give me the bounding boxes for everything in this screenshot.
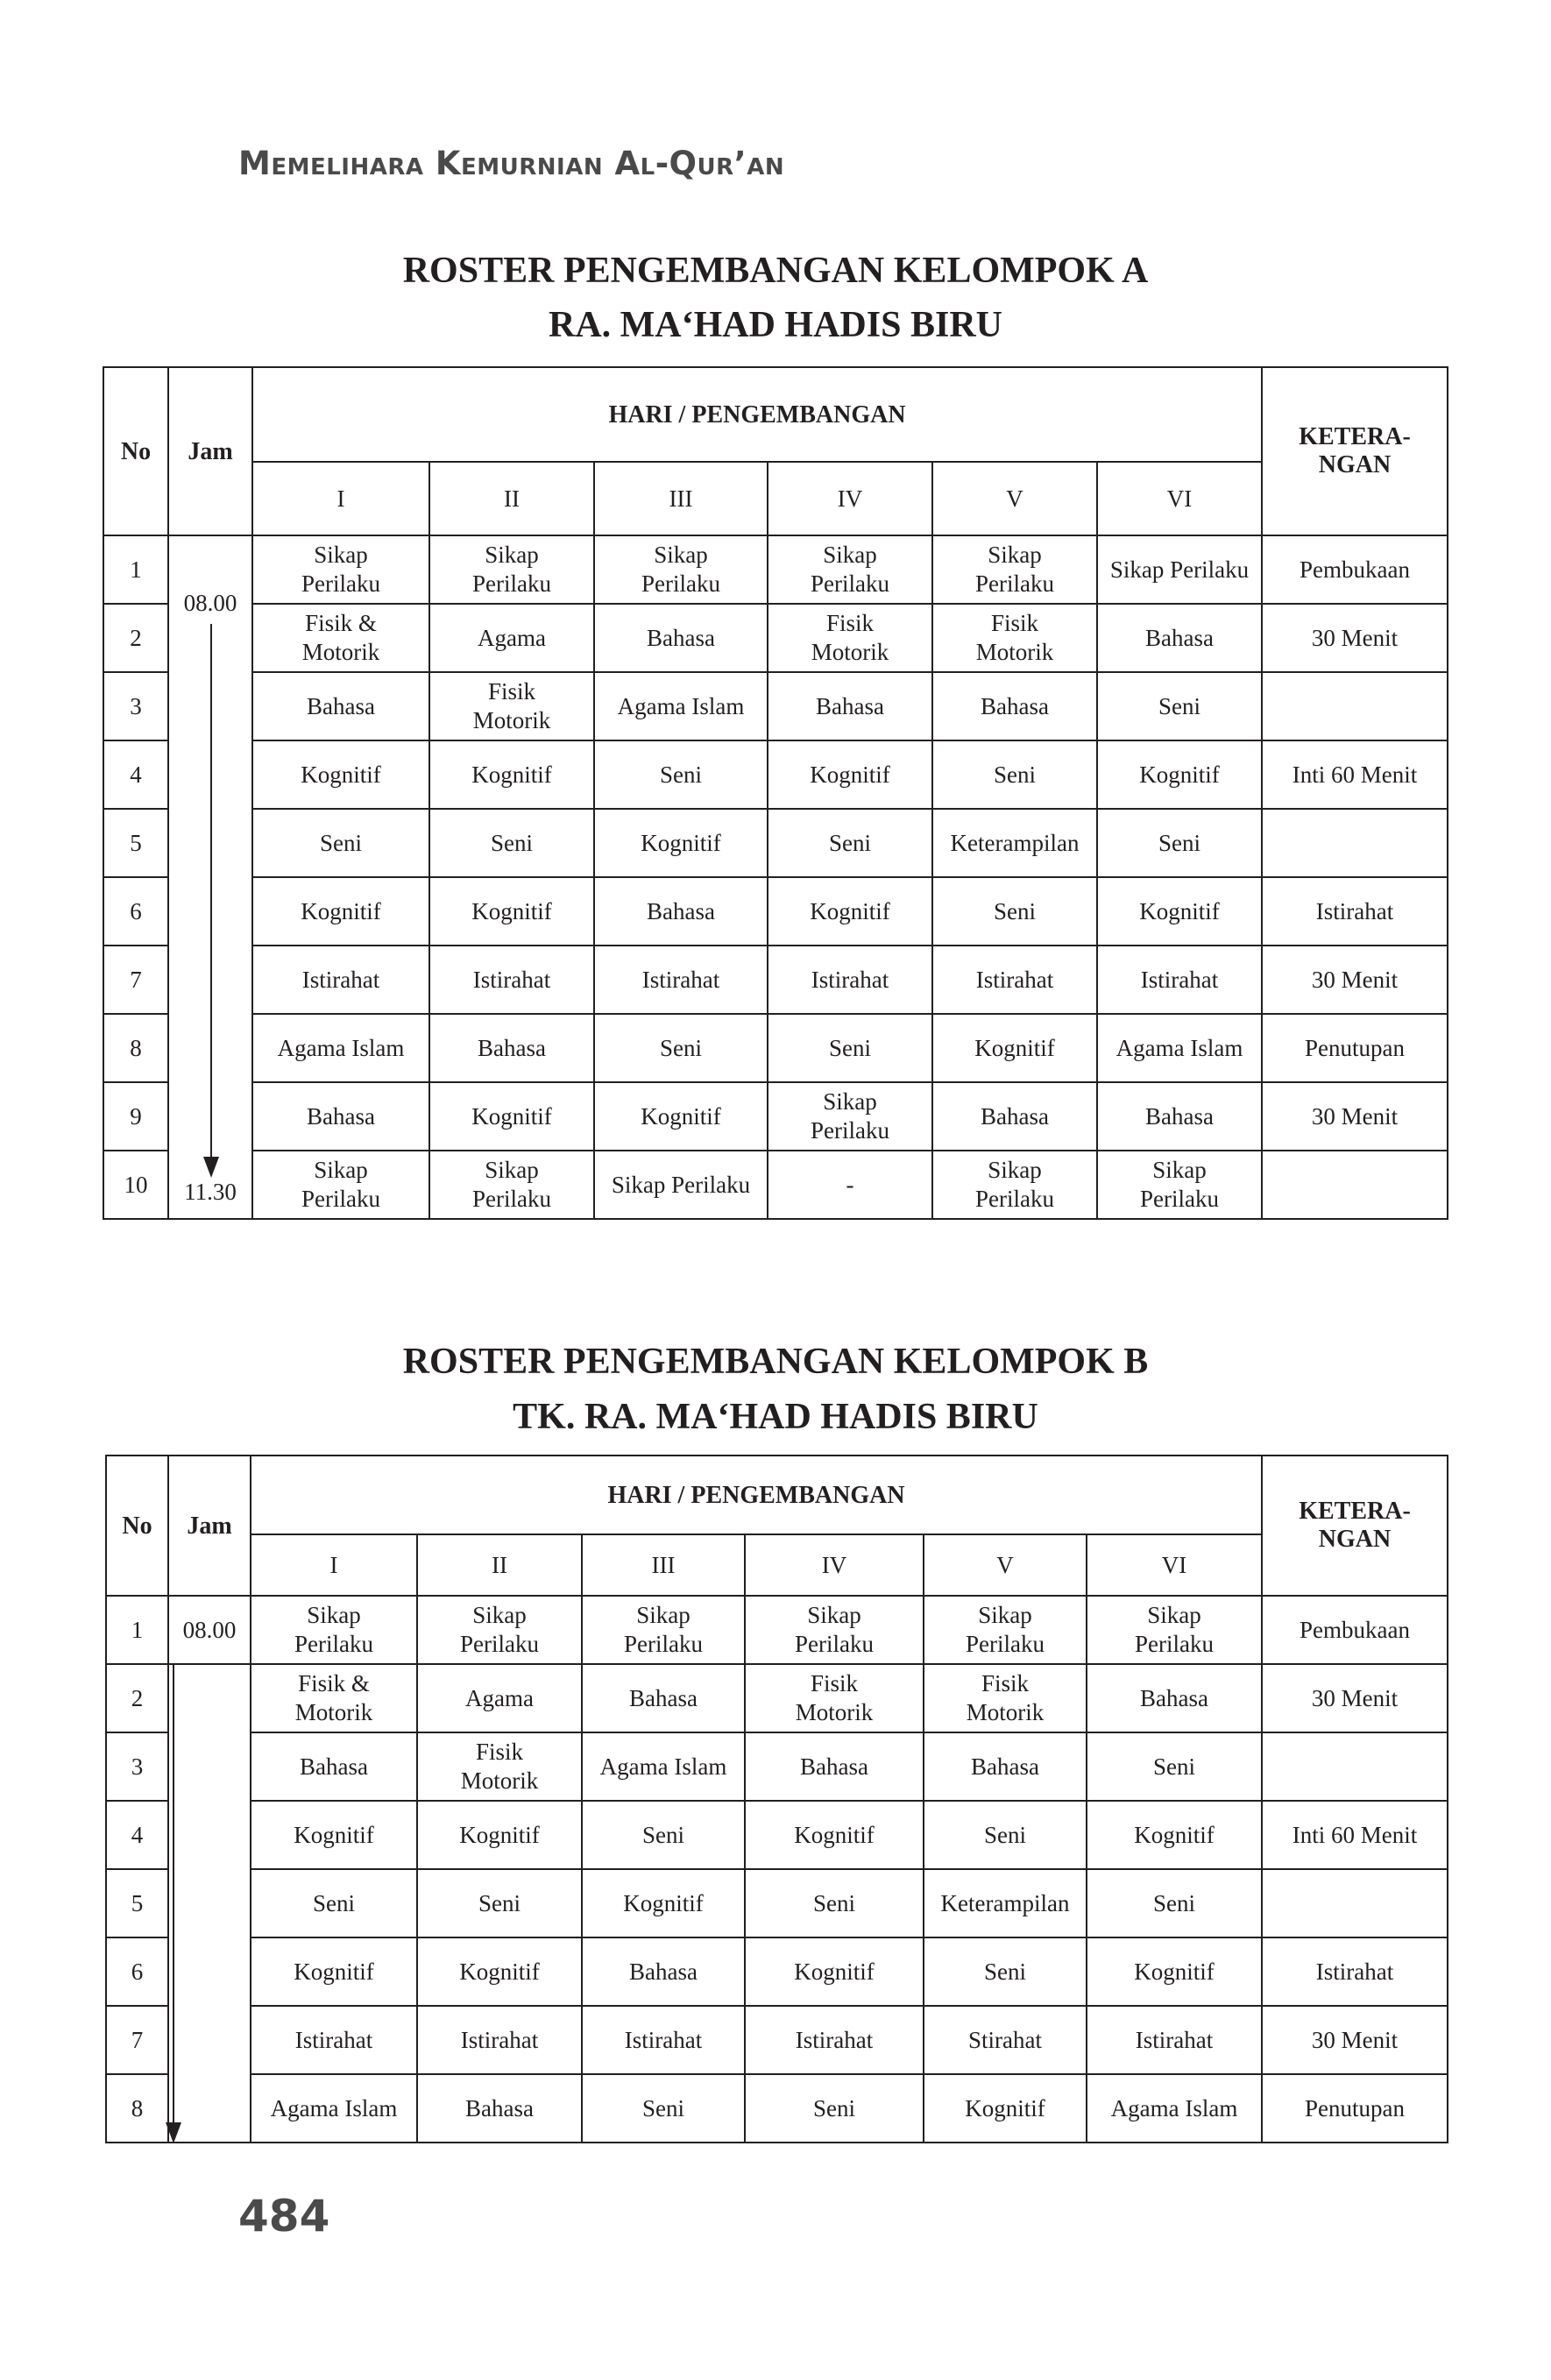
- activity-cell: Sikap Perilaku: [417, 1596, 582, 1664]
- activity-cell: Sikap Perilaku: [252, 1151, 429, 1219]
- activity-cell: Kognitif: [1087, 1937, 1262, 2006]
- activity-cell: Kognitif: [745, 1937, 924, 2006]
- keterangan-cell: Inti 60 Menit: [1262, 1801, 1448, 1869]
- row-number: 5: [103, 809, 168, 877]
- activity-cell: Keterampilan: [932, 809, 1097, 877]
- activity-cell: Agama Islam: [252, 1014, 429, 1082]
- keterangan-cell: 30 Menit: [1262, 1082, 1448, 1151]
- activity-cell: Seni: [251, 1869, 417, 1937]
- activity-cell: Kognitif: [594, 809, 768, 877]
- activity-cell: Bahasa: [1097, 1082, 1262, 1151]
- activity-cell: Keterampilan: [924, 1869, 1087, 1937]
- activity-cell: Agama Islam: [582, 1732, 745, 1801]
- day-header: I: [251, 1534, 417, 1596]
- activity-cell: Fisik & Motorik: [252, 604, 429, 672]
- table-row: [106, 1801, 1448, 1869]
- activity-cell: Bahasa: [1097, 604, 1262, 672]
- activity-cell: Kognitif: [429, 1082, 594, 1151]
- table-row: [103, 1151, 1448, 1219]
- table-row: [103, 535, 1448, 604]
- activity-cell: Sikap Perilaku: [768, 535, 932, 604]
- keterangan-cell: 30 Menit: [1262, 946, 1448, 1014]
- activity-cell: Fisik & Motorik: [251, 1664, 417, 1732]
- activity-cell: Seni: [1087, 1732, 1262, 1801]
- table-a-title-line1: ROSTER PENGEMBANGAN KELOMPOK A: [402, 251, 1149, 291]
- activity-cell: Kognitif: [252, 740, 429, 809]
- activity-cell: Bahasa: [429, 1014, 594, 1082]
- activity-cell: Istirahat: [768, 946, 932, 1014]
- activity-cell: Kognitif: [745, 1801, 924, 1869]
- table-b-title-line1: ROSTER PENGEMBANGAN KELOMPOK B: [402, 1342, 1149, 1382]
- row-number: 7: [103, 946, 168, 1014]
- activity-cell: Seni: [582, 1801, 745, 1869]
- activity-cell: Seni: [745, 2074, 924, 2143]
- jam-start: 08.00: [183, 590, 237, 616]
- activity-cell: Seni: [932, 877, 1097, 946]
- keterangan-cell: 30 Menit: [1262, 604, 1448, 672]
- day-header: IV: [768, 462, 932, 535]
- activity-cell: Agama Islam: [251, 2074, 417, 2143]
- activity-cell: Sikap Perilaku: [594, 535, 768, 604]
- activity-cell: Istirahat: [594, 946, 768, 1014]
- activity-cell: Bahasa: [768, 672, 932, 740]
- activity-cell: Kognitif: [768, 877, 932, 946]
- table-row: [106, 2074, 1448, 2143]
- activity-cell: Seni: [1087, 1869, 1262, 1937]
- col-header-no: No: [103, 367, 168, 535]
- col-header-no: No: [106, 1456, 168, 1596]
- jam-start: 08.00: [168, 1596, 251, 1664]
- activity-cell: Sikap Perilaku: [932, 1151, 1097, 1219]
- activity-cell: Kognitif: [251, 1801, 417, 1869]
- page-number: 484: [238, 2191, 330, 2242]
- day-header: II: [429, 462, 594, 535]
- activity-cell: Stirahat: [924, 2006, 1087, 2074]
- activity-cell: Seni: [1097, 672, 1262, 740]
- keterangan-cell: 30 Menit: [1262, 2006, 1448, 2074]
- activity-cell: Kognitif: [429, 740, 594, 809]
- activity-cell: Kognitif: [1097, 740, 1262, 809]
- col-header-hari: HARI / PENGEMBANGAN: [252, 367, 1262, 462]
- row-number: 3: [106, 1732, 168, 1801]
- activity-cell: Istirahat: [1097, 946, 1262, 1014]
- keterangan-cell: 30 Menit: [1262, 1664, 1448, 1732]
- day-header: II: [417, 1534, 582, 1596]
- activity-cell: Agama: [429, 604, 594, 672]
- activity-cell: Kognitif: [417, 1937, 582, 2006]
- day-header: III: [594, 462, 768, 535]
- activity-cell: Bahasa: [932, 1082, 1097, 1151]
- time-arrow-head: [203, 1157, 219, 1178]
- keterangan-cell: Pembukaan: [1262, 535, 1448, 604]
- activity-cell: Seni: [594, 740, 768, 809]
- keterangan-cell: Inti 60 Menit: [1262, 740, 1448, 809]
- activity-cell: Bahasa: [745, 1732, 924, 1801]
- table-b-title-line2: TK. RA. MA‘HAD HADIS BIRU: [513, 1397, 1038, 1437]
- activity-cell: Sikap Perilaku: [252, 535, 429, 604]
- col-header-hari: HARI / PENGEMBANGAN: [251, 1456, 1262, 1534]
- activity-cell: Bahasa: [417, 2074, 582, 2143]
- activity-cell: Agama Islam: [594, 672, 768, 740]
- activity-cell: Bahasa: [932, 672, 1097, 740]
- col-header-jam: Jam: [168, 1456, 251, 1596]
- table-row: [106, 1937, 1448, 2006]
- activity-cell: Sikap Perilaku: [582, 1596, 745, 1664]
- activity-cell: Fisik Motorik: [932, 604, 1097, 672]
- table-row: [106, 1664, 1448, 1732]
- activity-cell: Seni: [429, 809, 594, 877]
- keterangan-cell: [1262, 1732, 1448, 1801]
- activity-cell: Sikap Perilaku: [1097, 1151, 1262, 1219]
- table-row: [103, 809, 1448, 877]
- col-header-keterangan: KETERA- NGAN: [1262, 367, 1448, 535]
- activity-cell: Seni: [417, 1869, 582, 1937]
- keterangan-cell: [1262, 1869, 1448, 1937]
- keterangan-cell: [1262, 672, 1448, 740]
- activity-cell: Kognitif: [251, 1937, 417, 2006]
- activity-cell: Fisik Motorik: [924, 1664, 1087, 1732]
- activity-cell: Sikap Perilaku: [594, 1151, 768, 1219]
- row-number: 2: [103, 604, 168, 672]
- activity-cell: Istirahat: [429, 946, 594, 1014]
- activity-cell: Fisik Motorik: [768, 604, 932, 672]
- table-a-title-line2: RA. MA‘HAD HADIS BIRU: [548, 305, 1002, 345]
- roster-table-b: [105, 1455, 1448, 2143]
- activity-cell: Bahasa: [582, 1664, 745, 1732]
- time-arrow-head: [166, 2122, 181, 2143]
- keterangan-cell: Istirahat: [1262, 877, 1448, 946]
- activity-cell: Bahasa: [594, 877, 768, 946]
- table-row: [103, 672, 1448, 740]
- table-row: [106, 1732, 1448, 1801]
- activity-cell: Seni: [745, 1869, 924, 1937]
- day-header: VI: [1097, 462, 1262, 535]
- activity-cell: Fisik Motorik: [745, 1664, 924, 1732]
- roster-table-a: [103, 366, 1448, 1220]
- table-row: [103, 877, 1448, 946]
- activity-cell: Istirahat: [932, 946, 1097, 1014]
- activity-cell: Seni: [768, 1014, 932, 1082]
- day-header: VI: [1087, 1534, 1262, 1596]
- activity-cell: Bahasa: [1087, 1664, 1262, 1732]
- table-row: [103, 740, 1448, 809]
- col-header-jam: Jam: [168, 367, 252, 535]
- row-number: 9: [103, 1082, 168, 1151]
- activity-cell: Kognitif: [924, 2074, 1087, 2143]
- activity-cell: Kognitif: [429, 877, 594, 946]
- activity-cell: Fisik Motorik: [429, 672, 594, 740]
- activity-cell: Bahasa: [594, 604, 768, 672]
- activity-cell: Bahasa: [924, 1732, 1087, 1801]
- keterangan-cell: Penutupan: [1262, 1014, 1448, 1082]
- row-number: 4: [103, 740, 168, 809]
- activity-cell: Seni: [1097, 809, 1262, 877]
- activity-cell: Seni: [582, 2074, 745, 2143]
- day-header: V: [932, 462, 1097, 535]
- activity-cell: Seni: [252, 809, 429, 877]
- activity-cell: Kognitif: [582, 1869, 745, 1937]
- col-header-keterangan: KETERA- NGAN: [1262, 1456, 1448, 1596]
- activity-cell: Sikap Perilaku: [1087, 1596, 1262, 1664]
- activity-cell: Bahasa: [582, 1937, 745, 2006]
- jam-cell: [168, 1664, 251, 2143]
- table-row: [106, 1869, 1448, 1937]
- activity-cell: Istirahat: [745, 2006, 924, 2074]
- row-number: 2: [106, 1664, 168, 1732]
- row-number: 6: [103, 877, 168, 946]
- activity-cell: Agama Islam: [1097, 1014, 1262, 1082]
- table-row: [103, 946, 1448, 1014]
- row-number: 5: [106, 1869, 168, 1937]
- table-row: [103, 1082, 1448, 1151]
- keterangan-cell: [1262, 1151, 1448, 1219]
- jam-end: 11.30: [184, 1179, 237, 1205]
- day-header: I: [252, 462, 429, 535]
- activity-cell: Seni: [924, 1801, 1087, 1869]
- row-number: 4: [106, 1801, 168, 1869]
- running-head: Memelihara Kemurnian Al-Qur’an: [238, 145, 785, 182]
- table-row: [106, 1596, 1448, 1664]
- activity-cell: Sikap Perilaku: [429, 1151, 594, 1219]
- day-header: V: [924, 1534, 1087, 1596]
- row-number: 3: [103, 672, 168, 740]
- activity-cell: Sikap Perilaku: [768, 1082, 932, 1151]
- activity-cell: Seni: [594, 1014, 768, 1082]
- activity-cell: Bahasa: [252, 672, 429, 740]
- row-number: 7: [106, 2006, 168, 2074]
- time-arrow-line: [173, 1665, 174, 2126]
- table-row: [103, 604, 1448, 672]
- activity-cell: Sikap Perilaku: [932, 535, 1097, 604]
- activity-cell: Kognitif: [252, 877, 429, 946]
- activity-cell: Sikap Perilaku: [251, 1596, 417, 1664]
- day-header: III: [582, 1534, 745, 1596]
- table-row: [103, 1014, 1448, 1082]
- activity-cell: Sikap Perilaku: [1097, 535, 1262, 604]
- activity-cell: Agama: [417, 1664, 582, 1732]
- activity-cell: Kognitif: [594, 1082, 768, 1151]
- jam-cell: [168, 535, 252, 1219]
- activity-cell: Istirahat: [251, 2006, 417, 2074]
- activity-cell: Kognitif: [1087, 1801, 1262, 1869]
- activity-cell: Sikap Perilaku: [429, 535, 594, 604]
- activity-cell: Bahasa: [251, 1732, 417, 1801]
- activity-cell: Sikap Perilaku: [924, 1596, 1087, 1664]
- activity-cell: -: [768, 1151, 932, 1219]
- activity-cell: Istirahat: [1087, 2006, 1262, 2074]
- row-number: 10: [103, 1151, 168, 1219]
- keterangan-cell: Penutupan: [1262, 2074, 1448, 2143]
- keterangan-cell: Istirahat: [1262, 1937, 1448, 2006]
- activity-cell: Fisik Motorik: [417, 1732, 582, 1801]
- row-number: 6: [106, 1937, 168, 2006]
- table-row: [106, 2006, 1448, 2074]
- keterangan-cell: [1262, 809, 1448, 877]
- row-number: 8: [103, 1014, 168, 1082]
- activity-cell: Seni: [932, 740, 1097, 809]
- activity-cell: Sikap Perilaku: [745, 1596, 924, 1664]
- activity-cell: Seni: [924, 1937, 1087, 2006]
- activity-cell: Kognitif: [768, 740, 932, 809]
- row-number: 8: [106, 2074, 168, 2143]
- activity-cell: Kognitif: [417, 1801, 582, 1869]
- activity-cell: Bahasa: [252, 1082, 429, 1151]
- row-number: 1: [103, 535, 168, 604]
- activity-cell: Seni: [768, 809, 932, 877]
- time-arrow-line: [210, 624, 212, 1158]
- day-header: IV: [745, 1534, 924, 1596]
- activity-cell: Istirahat: [582, 2006, 745, 2074]
- activity-cell: Istirahat: [417, 2006, 582, 2074]
- activity-cell: Istirahat: [252, 946, 429, 1014]
- row-number: 1: [106, 1596, 168, 1664]
- activity-cell: Kognitif: [932, 1014, 1097, 1082]
- activity-cell: Kognitif: [1097, 877, 1262, 946]
- activity-cell: Agama Islam: [1087, 2074, 1262, 2143]
- keterangan-cell: Pembukaan: [1262, 1596, 1448, 1664]
